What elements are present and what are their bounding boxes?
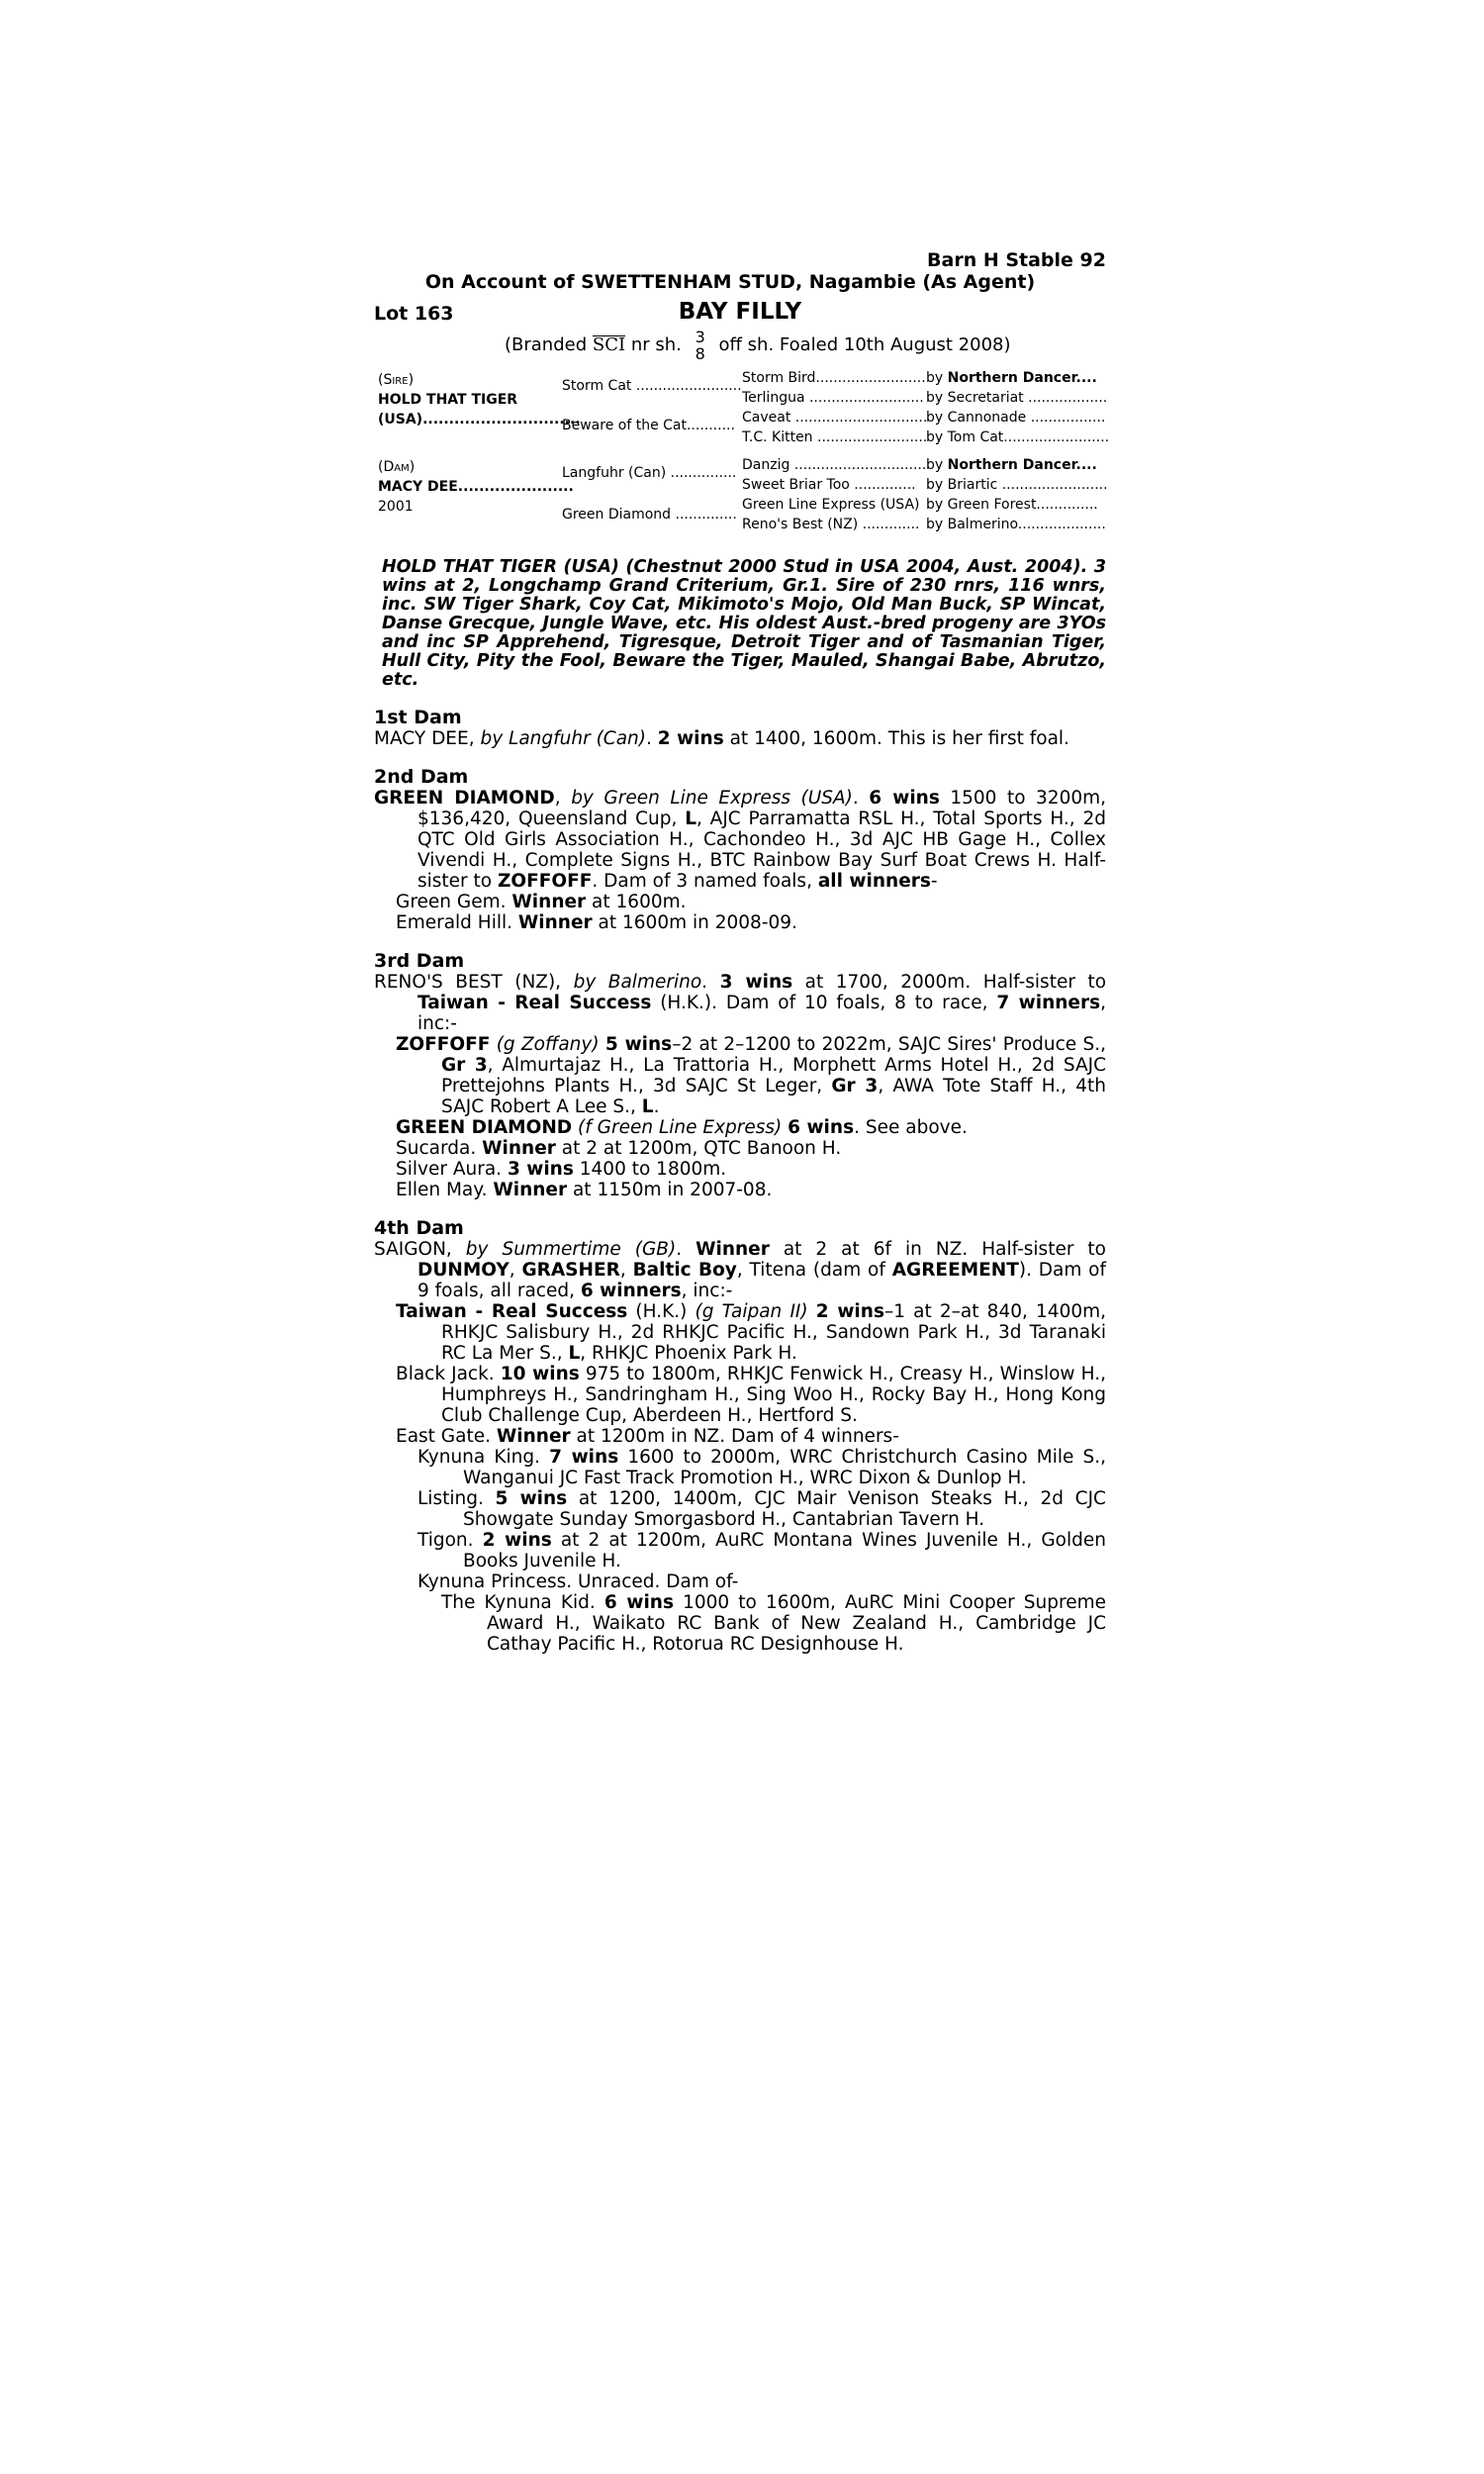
text: RENO'S BEST (NZ), [374,972,574,993]
text: (H.K.). Dam of 10 foals, 8 to race, [651,993,997,1013]
g4-ancestor [926,429,1110,445]
g4-ancestor [926,390,1108,406]
g3-ancestor: Green Line Express (USA) [742,497,920,513]
text: , inc:- [417,993,1106,1034]
second-dam-heading: 2nd Dam [374,766,469,788]
g4-name: Northern Dancer.... [947,457,1097,473]
great-grand-produce-entry [441,1592,1106,1655]
second-dam-entry [374,788,1106,892]
g4-prefix: by [926,429,944,445]
text: at 2 at 6f in NZ. Half-sister to [769,1239,1106,1260]
sire-country: (USA).............................. [378,412,581,428]
g4-name: Cannonade ................. [947,410,1106,426]
grand-produce-entry [417,1488,1106,1530]
third-dam-heading: 3rd Dam [374,950,465,972]
text: SAIGON, [374,1239,466,1260]
lot-description: BAY FILLY [678,299,802,325]
text: 6 winners [580,1281,682,1301]
text: Silver Aura. [396,1159,508,1180]
text: , [619,1260,633,1281]
text: at 1700, 2000m. Half-sister to [792,972,1107,993]
sire-label: (Sire) [378,372,415,388]
text: The Kynuna Kid. [441,1592,604,1613]
text: AGREEMENT [891,1260,1019,1281]
produce-entry [396,1034,1106,1117]
text: . [852,788,870,809]
text: Listing. [417,1488,496,1509]
text: 3 wins [719,972,793,993]
produce-entry [396,1138,1106,1159]
dam-year: 2001 [378,499,414,515]
sire-name: HOLD THAT TIGER [378,392,518,408]
g4-ancestor [926,410,1104,426]
text: 2 wins [657,728,724,749]
brand-fraction-bottom: 8 [695,344,705,363]
g4-name: Northern Dancer.... [947,370,1097,386]
dam-dam: Green Diamond .............. [562,507,737,523]
g4-ancestor [926,370,1104,386]
text: 1500 to 3200m, $136,420, Queensland Cup, [417,788,1107,829]
third-dam-entry [374,972,1106,1034]
fourth-dam-entry [374,1239,1106,1301]
dam-label: (Dam) [378,459,416,475]
g4-prefix: by [926,497,944,513]
g4-name: Green Forest.............. [947,497,1098,513]
text: at 1600m. [586,892,687,912]
brand-prefix: (Branded [505,334,588,355]
text: Winner [496,1426,571,1447]
text: –2 at 2–1200 to 2022m, SAJC Sires' Produce S., [672,1034,1106,1055]
text: . [653,1096,660,1117]
text: , [509,1260,522,1281]
text: Kynuna Princess. Unraced. Dam of- [417,1571,739,1592]
g3-ancestor: Caveat .............................. [742,410,928,426]
produce-entry [396,1180,1106,1200]
g4-ancestor [926,517,1104,532]
text: . See above. [854,1117,968,1138]
text: Winner [511,892,587,912]
text: Tigon. [417,1530,483,1551]
text: (H.K.) [627,1301,696,1322]
text: at 1600m in 2008-09. [592,912,797,933]
text: ZOFFOFF [498,871,593,892]
text: 3 wins [507,1159,574,1180]
text: all winners [817,871,931,892]
text: 1600 to 2000m, WRC Christchurch Casino Mile S., Wanganui JC Fast Track Promotion H., WRC Dixon & Dunlop H. [463,1447,1106,1488]
text: at 1400, 1600m. This is her first foal. [723,728,1069,749]
g4-ancestor [926,457,1104,473]
text: 1000 to 1600m, AuRC Mini Cooper Supreme Award H., Waikato RC Bank of New Zealand H., Cambridge JC Cathay Pacific H., Rotorua RC Designhouse H. [487,1592,1106,1655]
g4-prefix: by [926,457,944,473]
pedigree-table [374,366,1110,544]
text: by Green Line Express (USA) [571,788,853,809]
g4-name: Secretariat .................. [947,390,1108,406]
g4-name: Briartic ........................ [947,477,1108,493]
text: 5 wins [604,1034,673,1055]
text: , [554,788,572,809]
first-dam-heading: 1st Dam [374,707,462,728]
text: 2 wins [482,1530,552,1551]
text: GRASHER [521,1260,620,1281]
text: , Titena (dam of [736,1260,892,1281]
vendor-account: On Account of SWETTENHAM STUD, Nagambie (As Agent) [424,271,1036,293]
text: DUNMOY [417,1260,510,1281]
sire-sire: Storm Cat ........................ [562,378,742,394]
text: L [568,1343,581,1364]
g4-name: Tom Cat........................ [947,429,1110,445]
brand-mark: SCI [592,334,626,355]
produce-entry [396,1301,1106,1364]
text: Ellen May. [396,1180,494,1200]
text: ). Dam of 9 foals, all raced, [417,1260,1107,1301]
produce-entry [396,1426,1106,1447]
text: . [701,972,720,993]
text: Sucarda. [396,1138,483,1159]
g4-ancestor [926,477,1108,493]
text: East Gate. [396,1426,497,1447]
text: 10 wins [500,1364,580,1384]
fourth-dam-heading: 4th Dam [374,1217,464,1239]
text: at 2 at 1200m, AuRC Montana Wines Juvenile H., Golden Books Juvenile H. [463,1530,1106,1571]
lot-number: Lot 163 [374,303,454,325]
text: L [685,809,696,829]
g4-name: Balmerino.................... [947,517,1106,532]
text: MACY DEE, [374,728,481,749]
text: 2 wins [815,1301,884,1322]
g3-ancestor: Danzig .............................. [742,457,927,473]
text: 5 wins [495,1488,568,1509]
grand-produce-entry [417,1571,1106,1592]
text: Baltic Boy [632,1260,737,1281]
g3-ancestor: Storm Bird......................... [742,370,926,386]
sire-summary: HOLD THAT TIGER (USA) (Chestnut 2000 Stud in USA 2004, Aust. 2004). 3 wins at 2, Longchamp Grand Criterium, Gr.1. Sire of 230 rnrs, 116 wnrs, inc. SW Tiger Shark, Coy Cat, Mikimoto's Mojo, Old Man Buck, SP Wincat, Danse Grecque, Jungle Wave, etc. His oldest Aust.-bred progeny are 3YOs and inc SP Apprehend, Tigresque, Detroit Tiger and of Tasmanian Tiger, Hull City, Pity the Fool, Beware the Tiger, Mauled, Shangai Babe, Abrutzo, etc. [382,557,1106,690]
text: Black Jack. [396,1364,501,1384]
text: Taiwan - Real Success [396,1301,628,1322]
brand-suffix: off sh. Foaled 10th August 2008) [718,334,1011,355]
lot-row [374,299,1106,327]
g4-prefix: by [926,370,944,386]
text: 1400 to 1800m. [573,1159,727,1180]
g4-prefix: by [926,390,944,406]
text: by Balmerino [573,972,702,993]
text: –1 at 2–at 840, 1400m, RHKJC Salisbury H., 2d RHKJC Pacific H., Sandown Park H., 3d Taranaki RC La Mer S., [441,1301,1107,1364]
text: 6 wins [869,788,940,809]
text: Winner [517,912,593,933]
g4-prefix: by [926,477,944,493]
g3-ancestor: Reno's Best (NZ) ............. [742,517,920,532]
text: , AJC Parramatta RSL H., Total Sports H., 2d QTC Old Girls Association H., Cachondeo H., 3d AJC HB Gage H., Collex Vivendi H., Complete Signs H., BTC Rainbow Bay Surf Boat Crews H. Half-sister to [417,809,1106,892]
text: 975 to 1800m, RHKJC Fenwick H., Creasy H., Winslow H., Humphreys H., Sandringham H., Sing Woo H., Rocky Bay H., Hong Kong Club Challenge Cup, Aberdeen H., Hertford S. [441,1364,1106,1426]
text: , Almurtajaz H., La Trattoria H., Morphett Arms Hotel H., 2d SAJC Prettejohns Plants H., 3d SAJC St Leger, [441,1055,1106,1096]
barn-stable: Barn H Stable 92 [927,249,1106,271]
text: , inc:- [681,1281,733,1301]
dam-name: MACY DEE...................... [378,479,574,495]
sire-dam: Beware of the Cat........... [562,418,735,433]
brand-fraction-top: 3 [695,328,705,346]
text: ZOFFOFF [396,1034,491,1055]
text: Winner [696,1239,770,1260]
text: (g Zoffany) [490,1034,605,1055]
text: Kynuna King. [417,1447,550,1468]
grand-produce-entry [417,1447,1106,1488]
brand-fraction [696,329,705,362]
g4-ancestor [926,497,1104,513]
text: GREEN DIAMOND [374,788,555,809]
text: . [676,1239,696,1260]
text: (f Green Line Express) [572,1117,788,1138]
g4-prefix: by [926,517,944,532]
text: , RHKJC Phoenix Park H. [580,1343,797,1364]
text: . Dam of 3 named foals, [592,871,818,892]
text: at 1200m in NZ. Dam of 4 winners- [570,1426,899,1447]
text: by Langfuhr (Can) [480,728,647,749]
g4-prefix: by [926,410,944,426]
produce-entry [396,1159,1106,1180]
text: - [930,871,938,892]
text: at 1200, 1400m, CJC Mair Venison Steaks H., 2d CJC Showgate Sunday Smorgasbord H., Cantabrian Tavern H. [463,1488,1106,1530]
text: Winner [482,1138,556,1159]
grand-produce-entry [417,1530,1106,1571]
text: 7 wins [549,1447,619,1468]
g3-ancestor: Terlingua .......................... [742,390,924,406]
dam-sire: Langfuhr (Can) ............... [562,465,737,481]
text: (g Taipan II) [695,1301,808,1322]
text: GREEN DIAMOND [396,1117,573,1138]
text [808,1301,816,1322]
text: Gr 3 [441,1055,488,1076]
catalogue-page [374,249,1110,1655]
text: Gr 3 [831,1076,879,1096]
g3-ancestor: T.C. Kitten ......................... [742,429,928,445]
text: L [641,1096,654,1117]
text: Green Gem. [396,892,512,912]
brand-mid: nr sh. [630,334,682,355]
g3-ancestor: Sweet Briar Too .............. [742,477,916,493]
produce-entry [396,912,1106,933]
produce-entry [396,892,1106,912]
text: 7 winners [996,993,1101,1013]
text: 6 wins [603,1592,674,1613]
produce-entry [396,1117,1106,1138]
text: , AWA Tote Staff H., 4th SAJC Robert A Lee S., [441,1076,1107,1117]
text: Winner [493,1180,568,1200]
produce-entry [396,1364,1106,1426]
brand-line [505,329,1106,362]
text: . [646,728,658,749]
text: Taiwan - Real Success [417,993,652,1013]
text: at 1150m in 2007-08. [567,1180,773,1200]
text: at 2 at 1200m, QTC Banoon H. [555,1138,842,1159]
first-dam-entry [374,728,1106,749]
text: by Summertime (GB) [465,1239,677,1260]
text: Emerald Hill. [396,912,518,933]
text: 6 wins [788,1117,855,1138]
